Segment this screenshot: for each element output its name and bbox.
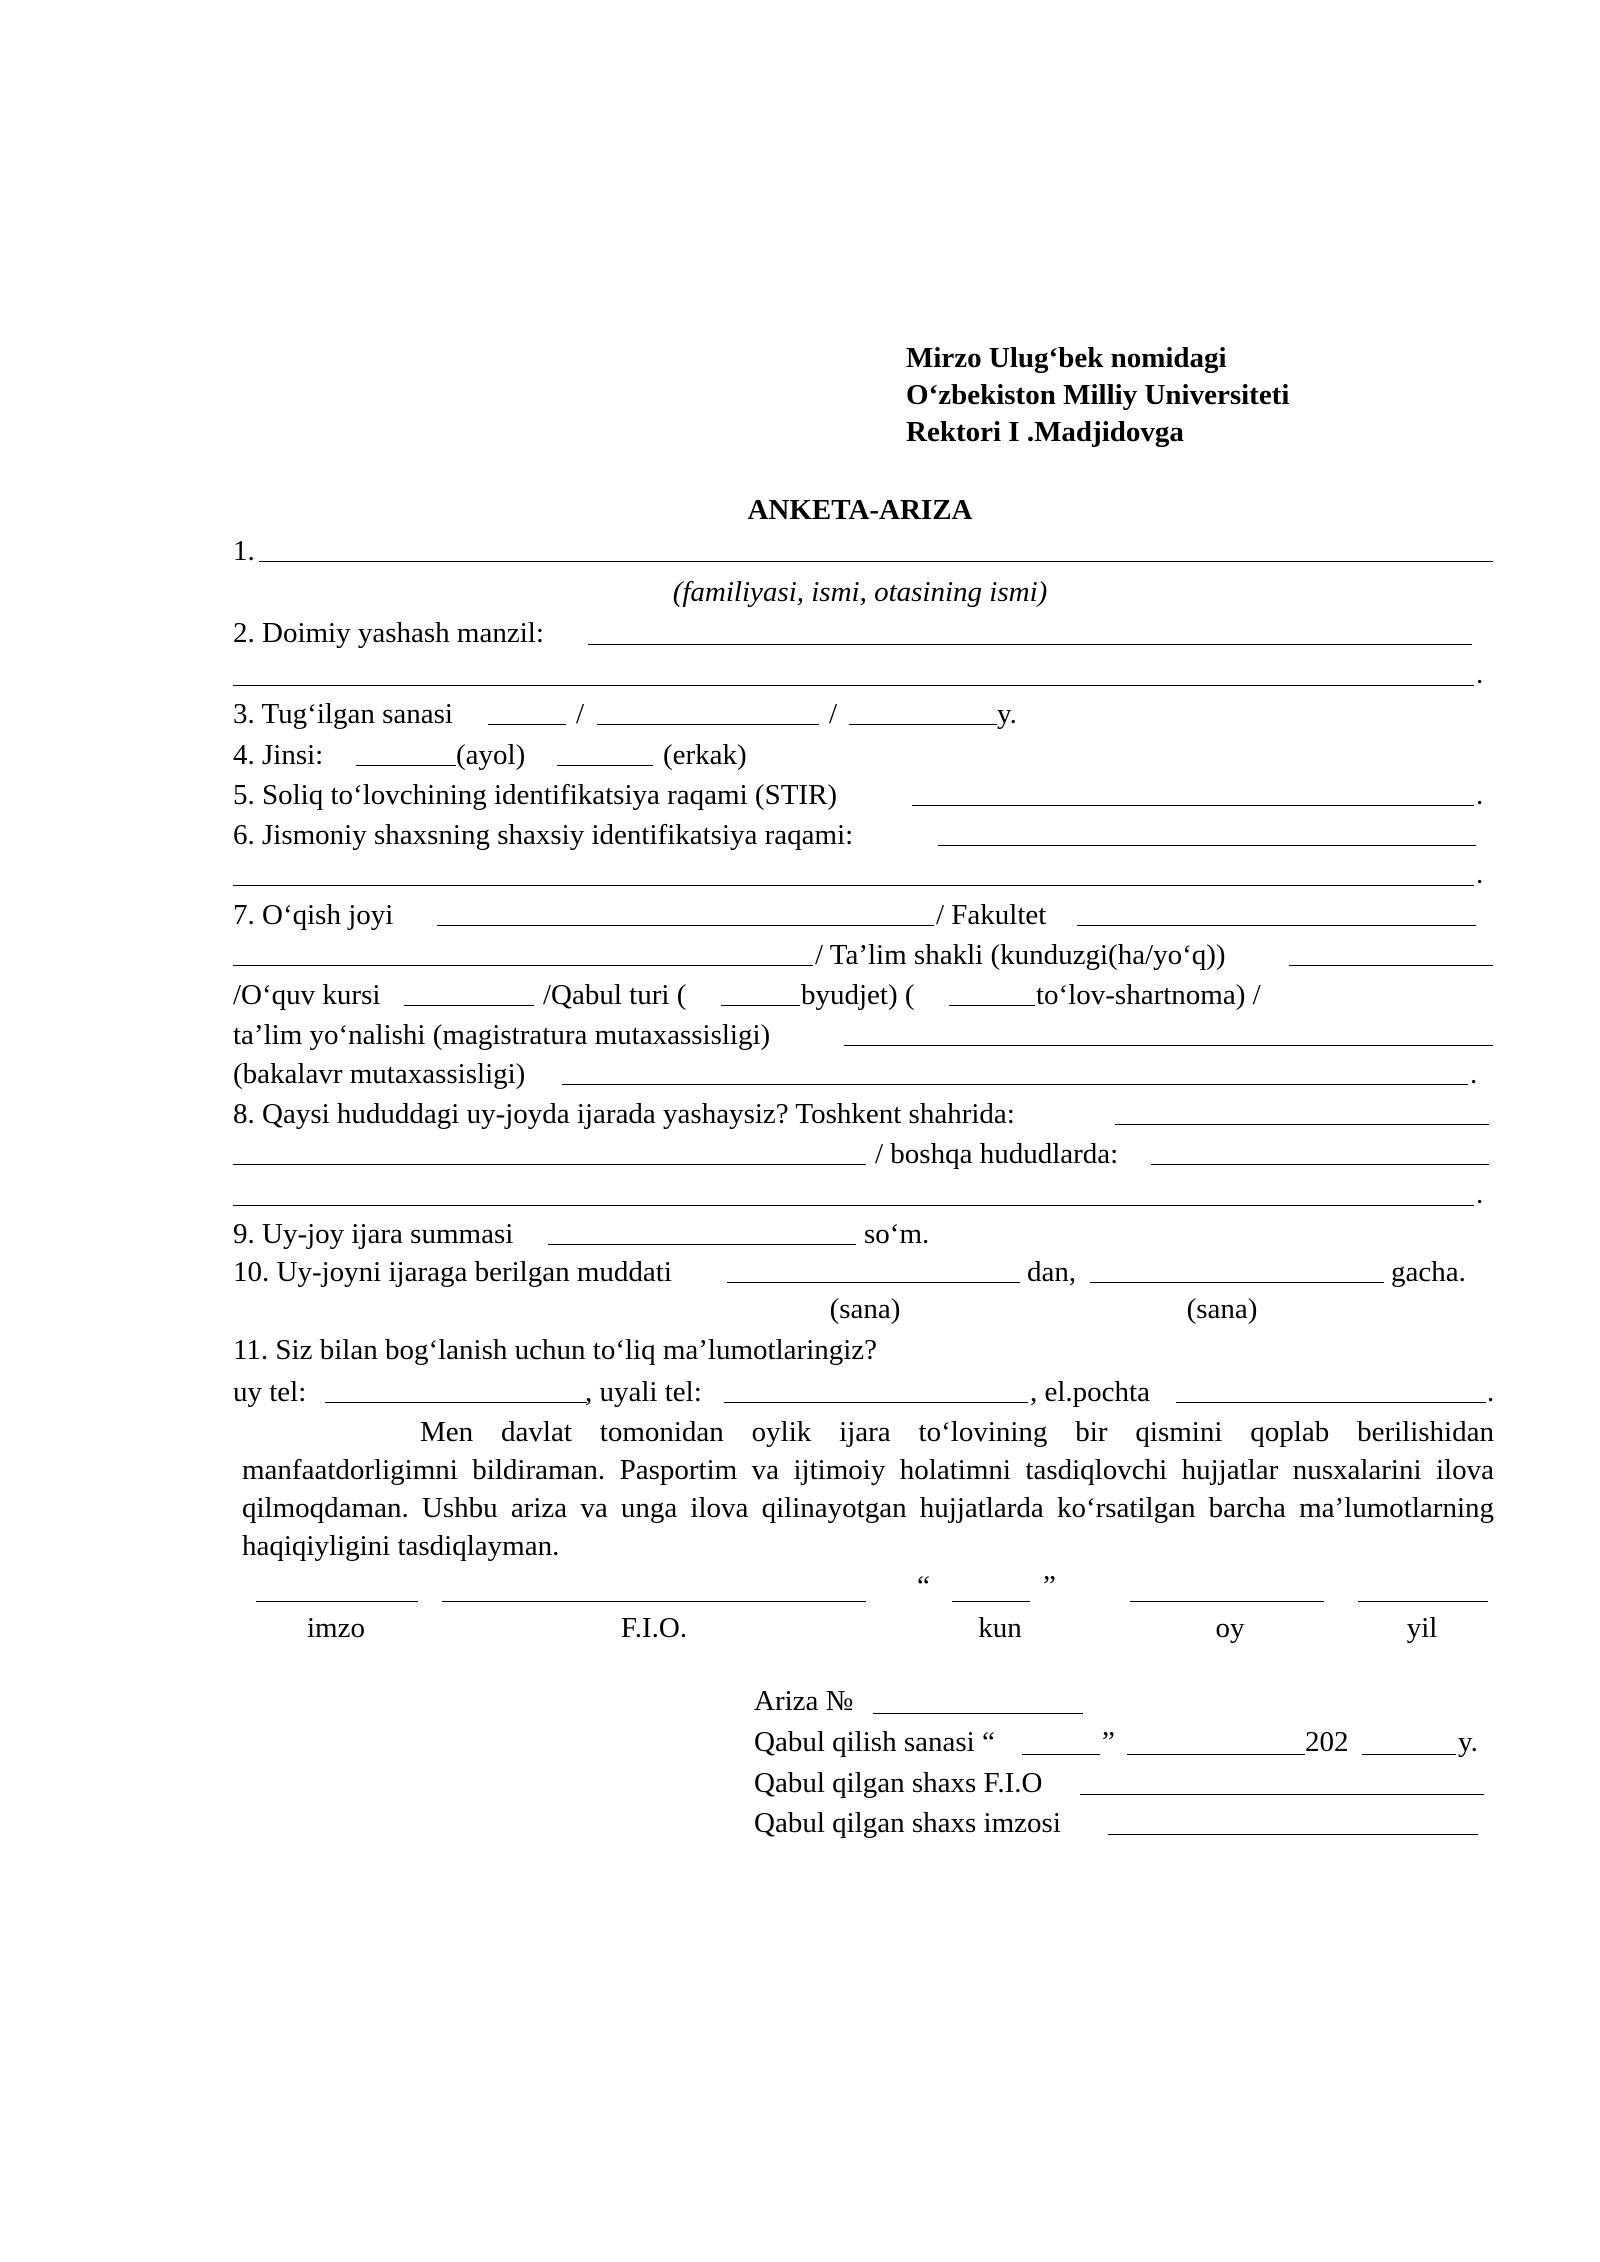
gender-label: 4. Jinsi:: [233, 739, 324, 771]
contract-label: to‘lov-shartnoma) /: [1036, 979, 1261, 1011]
mobile-phone-line[interactable]: [724, 1402, 1028, 1403]
other-regions-line[interactable]: [1151, 1164, 1489, 1165]
rental-period-label: 10. Uy-joyni ijaraga berilgan muddati: [233, 1256, 672, 1288]
receiver-signature-line[interactable]: [1108, 1834, 1478, 1835]
signature-caption: imzo: [307, 1612, 365, 1644]
addressee-line-1: Mirzo Ulug‘bek nomidagi: [906, 342, 1227, 374]
region-line-3[interactable]: [233, 1205, 1474, 1206]
faculty-label: / Fakultet: [936, 899, 1047, 931]
form-title: ANKETA-ARIZA: [747, 494, 973, 526]
year-caption: yil: [1406, 1612, 1438, 1644]
gender-male-option: (erkak): [663, 739, 747, 771]
budget-line[interactable]: [721, 1005, 800, 1006]
pinfl-line-2[interactable]: [233, 885, 1474, 886]
day-close-quote: ”: [1043, 1570, 1056, 1602]
mobile-phone-label: , uyali tel:: [585, 1376, 702, 1408]
start-date-caption: (sana): [829, 1293, 901, 1325]
budget-label: byudjet) (: [801, 979, 915, 1011]
study-form-label: / Ta’lim shakli (kunduzgi(ha/yo‘q)): [815, 939, 1226, 971]
receiver-name-line[interactable]: [1080, 1794, 1484, 1795]
stir-line[interactable]: [912, 805, 1474, 806]
acceptance-close-quote: ”: [1102, 1726, 1115, 1758]
application-number-label: Ariza №: [754, 1685, 854, 1717]
master-specialty-label: ta’lim yo‘nalishi (magistratura mutaxassisligi): [233, 1019, 771, 1051]
signature-day-line[interactable]: [952, 1601, 1030, 1602]
rental-region-label: 8. Qaysi hududdagi uy-joyda ijarada yashaysiz? Toshkent shahrida:: [233, 1098, 1015, 1130]
bachelor-specialty-label: (bakalavr mutaxassisligi): [233, 1058, 526, 1090]
application-number-line[interactable]: [873, 1713, 1083, 1714]
month-caption: oy: [1215, 1612, 1245, 1644]
field-1-number: 1.: [233, 535, 255, 567]
course-label: /O‘quv kursi: [233, 979, 381, 1011]
study-form-line[interactable]: [1289, 965, 1493, 966]
study-form-pre-line[interactable]: [233, 965, 813, 966]
birth-month-line[interactable]: [597, 724, 819, 725]
email-label: , el.pochta: [1030, 1376, 1150, 1408]
acceptance-year-suffix: y.: [1458, 1726, 1478, 1758]
region-pre-line[interactable]: [233, 1164, 866, 1165]
email-line[interactable]: [1176, 1402, 1486, 1403]
day-open-quote: “: [917, 1570, 930, 1602]
study-place-label: 7. O‘qish joyi: [233, 899, 394, 931]
receiver-signature-label: Qabul qilgan shaxs imzosi: [754, 1807, 1061, 1839]
rental-end-line[interactable]: [1090, 1282, 1384, 1283]
address-label: 2. Doimiy yashash manzil:: [233, 617, 544, 649]
bachelor-specialty-line[interactable]: [562, 1084, 1468, 1085]
region-end-dot: .: [1476, 1178, 1484, 1210]
rent-currency: so‘m.: [864, 1218, 930, 1250]
signature-month-line[interactable]: [1130, 1601, 1324, 1602]
faculty-line[interactable]: [1077, 925, 1476, 926]
rental-from-label: dan,: [1027, 1256, 1077, 1288]
home-phone-line[interactable]: [325, 1402, 587, 1403]
addressee-line-2: O‘zbekiston Milliy Universiteti: [906, 379, 1290, 411]
tashkent-line[interactable]: [1115, 1124, 1489, 1125]
statement-text: Men davlat tomonidan oylik ijara to‘lovining bir qismini qoplab berilishidan manfaatdorligimni bildiraman. Pasportim va ijtimoiy holatimni tasdiqlovchi hujjatlar nusxalarini ilova qilmoqdaman. Ushbu ariza va unga ilova qilinayotgan hujjatlarda ko‘rsatilgan barcha ma’lumotlarning haqiqiyligini tasdiqlayman.: [242, 1416, 1494, 1562]
contract-line[interactable]: [949, 1005, 1035, 1006]
address-line-2[interactable]: [233, 685, 1474, 686]
stir-end-dot: .: [1476, 779, 1484, 811]
acceptance-year-prefix: 202: [1305, 1726, 1349, 1758]
birth-day-line[interactable]: [488, 724, 566, 725]
pinfl-end-dot: .: [1476, 858, 1484, 890]
rental-start-line[interactable]: [727, 1282, 1020, 1283]
admission-type-label: /Qabul turi (: [543, 979, 687, 1011]
gender-female-line[interactable]: [356, 765, 456, 766]
signature-year-line[interactable]: [1358, 1601, 1488, 1602]
acceptance-day-line[interactable]: [1022, 1754, 1100, 1755]
pinfl-line-1[interactable]: [938, 845, 1476, 846]
birth-date-label: 3. Tug‘ilgan sanasi: [233, 698, 453, 730]
address-end-dot: .: [1476, 658, 1484, 690]
address-line-1[interactable]: [588, 644, 1472, 645]
course-line[interactable]: [404, 1005, 534, 1006]
statement-paragraph: [242, 1413, 1494, 1565]
addressee-line-3: Rektori I .Madjidovga: [906, 416, 1184, 448]
birth-year-line[interactable]: [849, 724, 997, 725]
birth-year-suffix: y.: [997, 698, 1017, 730]
rent-amount-label: 9. Uy-joy ijara summasi: [233, 1218, 514, 1250]
stir-label: 5. Soliq to‘lovchining identifikatsiya raqami (STIR): [233, 779, 838, 811]
rental-until-label: gacha.: [1391, 1256, 1466, 1288]
full-name-line[interactable]: [259, 561, 1493, 562]
other-regions-label: / boshqa hududlarda:: [875, 1138, 1119, 1170]
study-place-line[interactable]: [437, 925, 934, 926]
signature-line[interactable]: [256, 1601, 418, 1602]
birth-sep-1: /: [576, 698, 585, 730]
home-phone-label: uy tel:: [233, 1376, 307, 1408]
bachelor-end-dot: .: [1470, 1058, 1478, 1090]
signature-name-line[interactable]: [442, 1601, 866, 1602]
day-caption: kun: [978, 1612, 1022, 1644]
acceptance-month-line[interactable]: [1127, 1754, 1305, 1755]
name-caption: F.I.O.: [620, 1612, 688, 1644]
master-specialty-line[interactable]: [844, 1045, 1493, 1046]
contact-label: 11. Siz bilan bog‘lanish uchun to‘liq ma’lumotlaringiz?: [233, 1334, 878, 1366]
gender-male-line[interactable]: [557, 765, 653, 766]
end-date-caption: (sana): [1186, 1293, 1258, 1325]
full-name-caption: (familiyasi, ismi, otasining ismi): [672, 576, 1048, 608]
birth-sep-2: /: [829, 698, 838, 730]
gender-female-option: (ayol): [456, 739, 526, 771]
receiver-name-label: Qabul qilgan shaxs F.I.O: [754, 1767, 1043, 1799]
acceptance-date-label: Qabul qilish sanasi “: [754, 1726, 995, 1758]
acceptance-year-line[interactable]: [1362, 1754, 1456, 1755]
email-end-dot: .: [1487, 1376, 1495, 1408]
pinfl-label: 6. Jismoniy shaxsning shaxsiy identifikatsiya raqami:: [233, 819, 854, 851]
rent-amount-line[interactable]: [548, 1244, 856, 1245]
